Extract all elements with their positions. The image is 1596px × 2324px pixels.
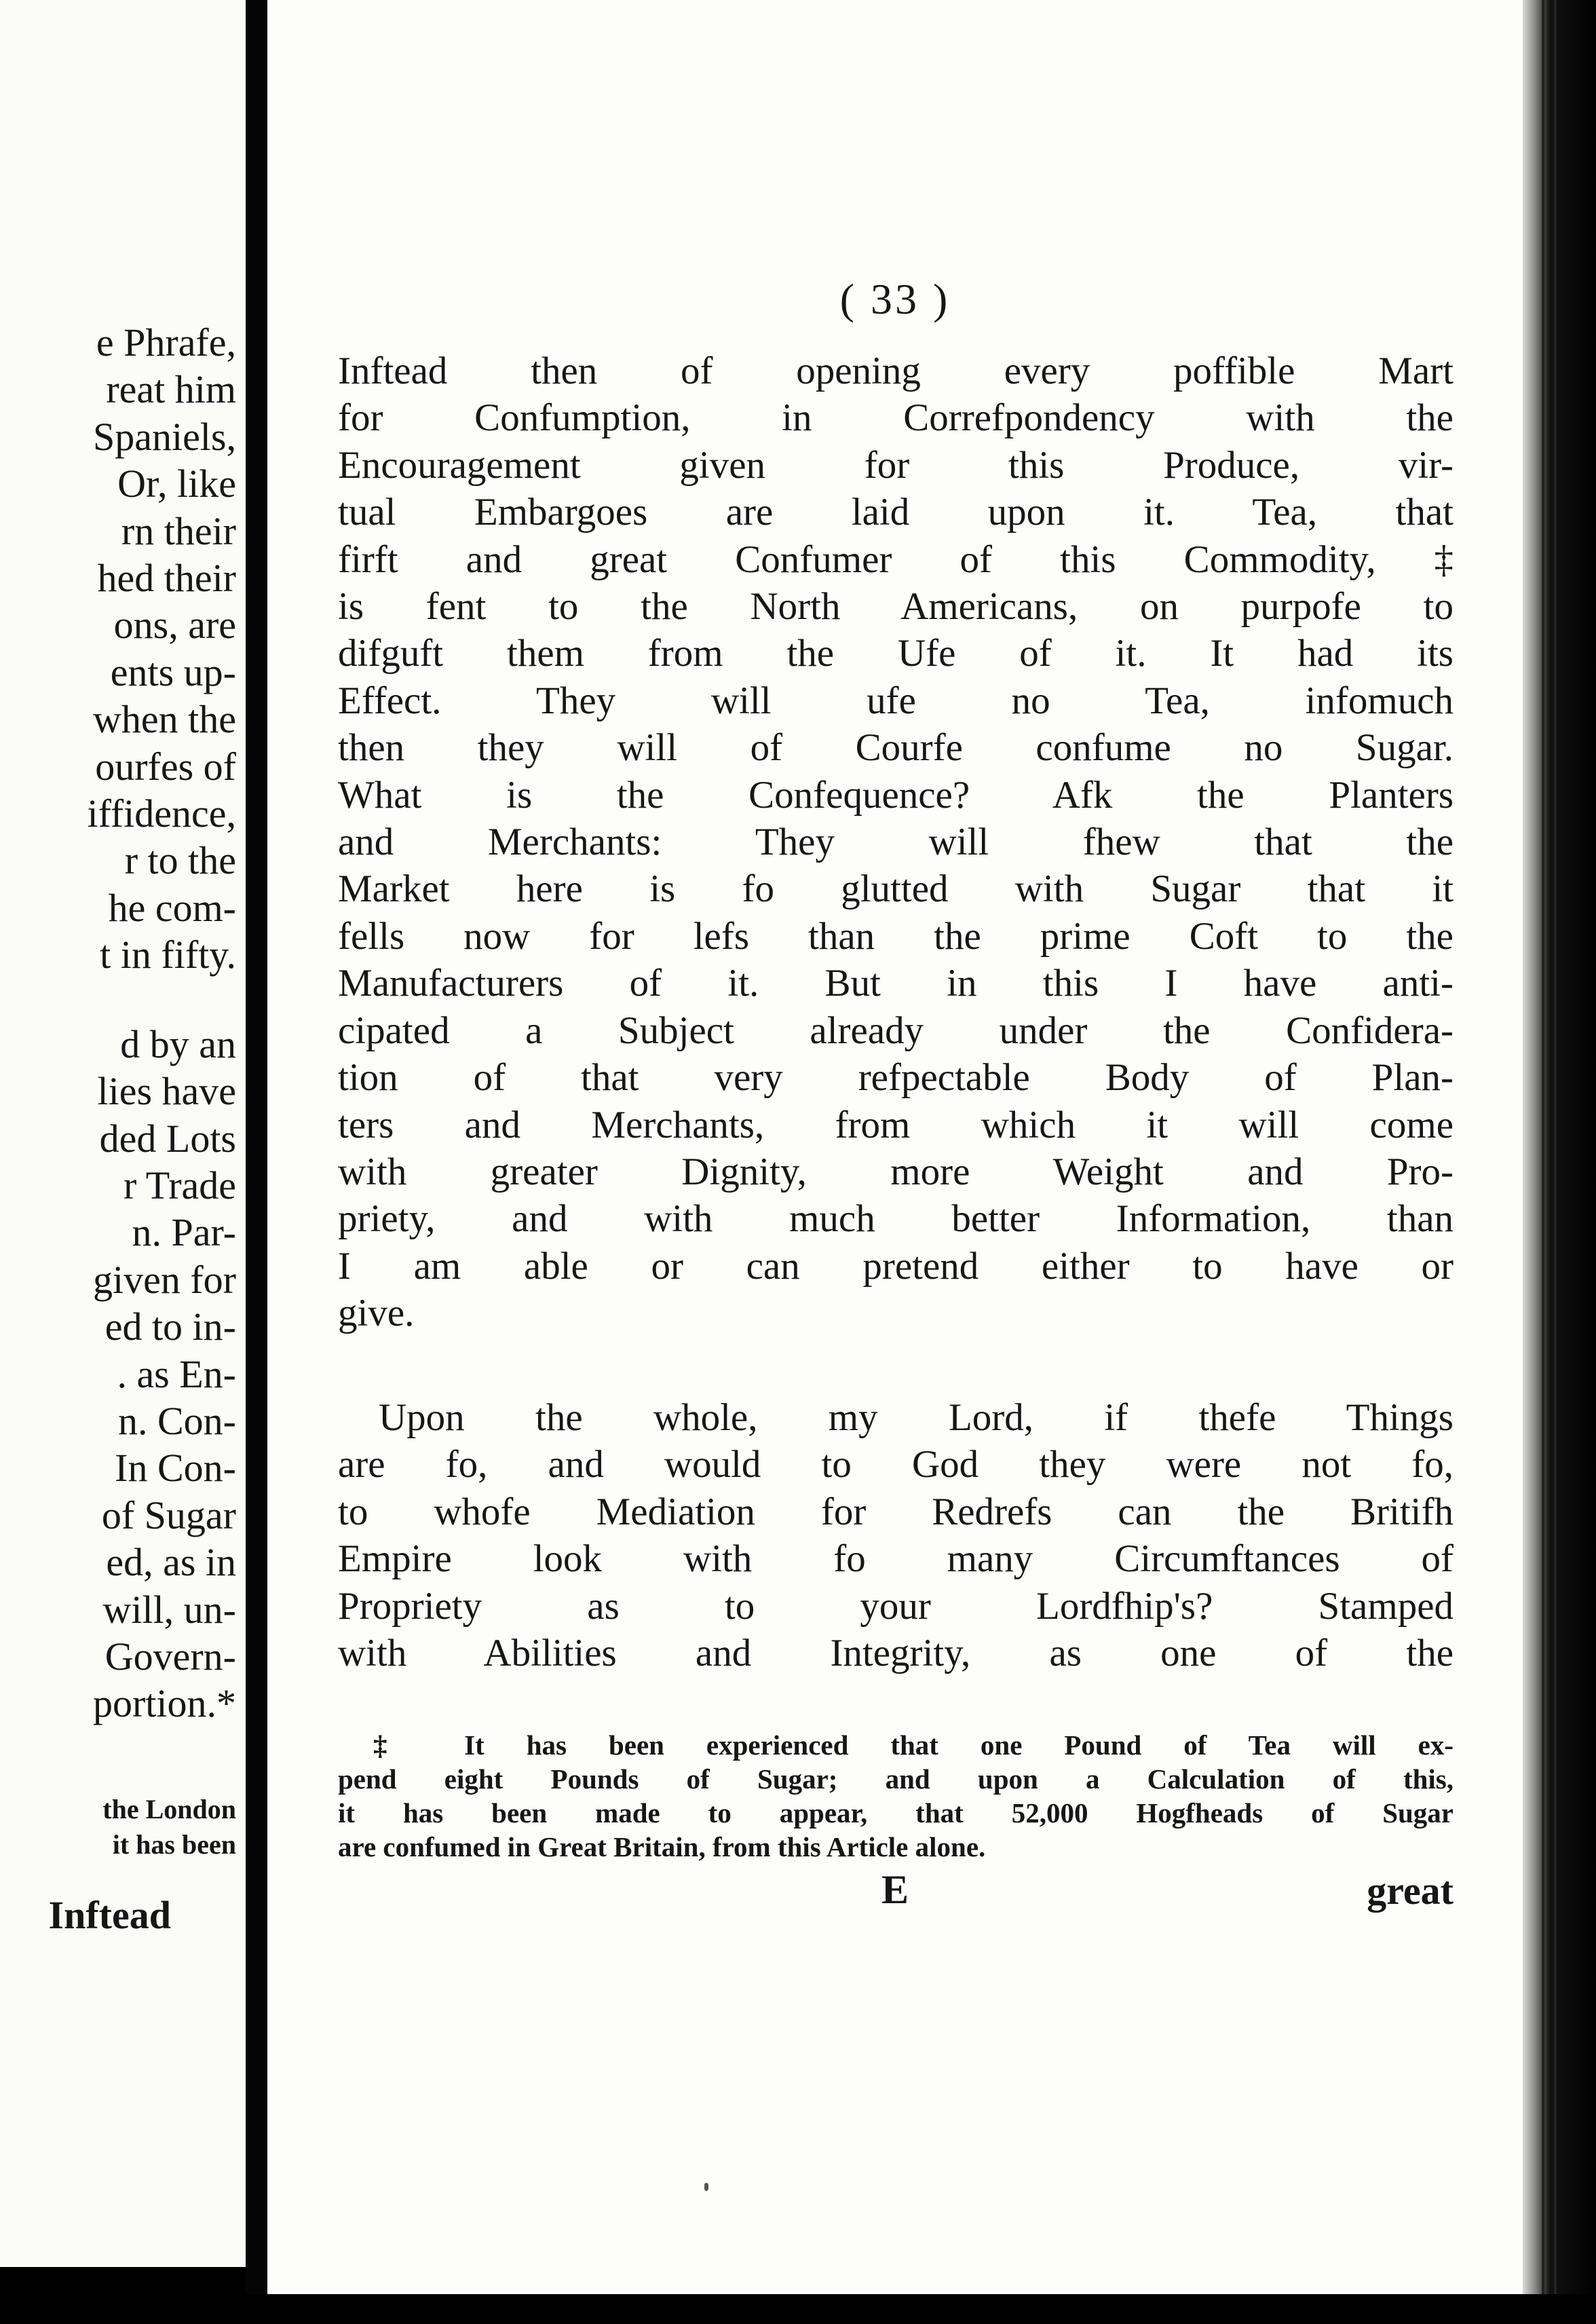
text-line: I am able or can pretend either to have or — [338, 1244, 1454, 1288]
text-line: Propriety as to your Lordfhip's? Stamped — [338, 1584, 1454, 1628]
text-line: to whofe Mediation for Redrefs can the Britifh — [338, 1490, 1454, 1533]
left-line: he com- — [108, 885, 236, 930]
left-line: of Sugar — [101, 1493, 236, 1537]
text-line: Empire look with fo many Circumftances of — [338, 1537, 1454, 1581]
ink-speck — [704, 2183, 708, 2191]
left-line: portion.* — [92, 1681, 236, 1726]
text-line: Encouragement given for this Produce, vir- — [338, 443, 1454, 487]
left-page-footnote — [102, 1792, 236, 1862]
left-note-line: it has been — [112, 1829, 236, 1860]
text-line: is fent to the North Americans, on purpofe to — [338, 585, 1454, 629]
footnote — [338, 1728, 1454, 1864]
text-line: for Confumption, in Correfpondency with the — [338, 396, 1454, 440]
left-line: n. Par- — [132, 1210, 236, 1255]
left-line: lies have — [97, 1069, 236, 1114]
left-line: t in fifty. — [100, 933, 236, 977]
left-line: In Con- — [115, 1446, 236, 1491]
book-gutter — [246, 0, 267, 2324]
text-line: with greater Dignity, more Weight and Pro- — [338, 1150, 1454, 1193]
main-page — [267, 0, 1523, 2294]
footnote-line: pend eight Pounds of Sugar; and upon a Calculation of this, — [338, 1763, 1454, 1795]
text-line: ters and Merchants, from which it will come — [338, 1103, 1454, 1146]
text-line: Effect. They will ufe no Tea, infomuch — [338, 679, 1454, 722]
text-line: Manufacturers of it. But in this I have anti- — [338, 962, 1454, 1005]
text-line: and Merchants: They will fhew that the — [338, 821, 1454, 864]
left-note-line: the London — [102, 1794, 236, 1824]
text-line: difguft them from the Ufe of it. It had its — [338, 632, 1454, 675]
text-line: cipated a Subject already under the Confidera- — [338, 1009, 1454, 1052]
text-line: What is the Confequence? Afk the Planters — [338, 773, 1454, 817]
edge-line — [1554, 0, 1557, 2324]
text-line: Market here is fo glutted with Sugar that it — [338, 867, 1454, 911]
left-line: r to the — [124, 838, 236, 883]
left-line: rn their — [121, 508, 236, 553]
left-line: n. Con- — [118, 1398, 236, 1443]
footnote-line: ‡ It has been experienced that one Pound of Tea will ex- — [373, 1729, 1454, 1761]
text-line: tual Embargoes are laid upon it. Tea, that — [338, 491, 1454, 534]
left-line: ents up- — [110, 650, 236, 694]
left-line: iffidence, — [87, 791, 236, 836]
scan-bottom-border — [0, 2294, 1596, 2324]
left-page-catchword: Inftead — [48, 1893, 171, 1937]
text-line: Inftead then of opening every poffible Mart — [338, 350, 1454, 392]
left-line: ded Lots — [99, 1116, 236, 1161]
left-line: ourfes of — [95, 744, 236, 789]
catchword: great — [1367, 1869, 1454, 1913]
left-line: ed, as in — [106, 1540, 236, 1585]
left-line: Govern- — [104, 1634, 236, 1679]
text-line: give. — [338, 1292, 415, 1335]
text-line: are fo, and would to God they were not fo, — [338, 1443, 1454, 1486]
left-facing-page — [0, 0, 246, 2267]
left-line: e Phrafe, — [96, 320, 236, 364]
text-line: fells now for lefs than the prime Coft to the — [338, 914, 1454, 958]
left-line: hed their — [97, 556, 236, 601]
paragraph-1 — [338, 348, 1454, 1337]
text-line: tion of that very refpectable Body of Plan- — [338, 1056, 1454, 1100]
left-line: Or, like — [117, 462, 236, 506]
text-line: priety, and with much better Information, than — [338, 1197, 1454, 1241]
paragraph-gap — [87, 979, 236, 1021]
text-line: Upon the whole, my Lord, if thefe Things — [379, 1396, 1454, 1439]
page-edge-shadow — [1523, 0, 1596, 2324]
left-line: when the — [93, 697, 236, 742]
footnote-line: it has been made to appear, that 52,000 Hogfheads of Sugar — [338, 1797, 1454, 1829]
text-line: with Abilities and Integrity, as one of the — [338, 1632, 1454, 1675]
text-line: then they will of Courfe confume no Sugar. — [338, 726, 1454, 770]
left-line: ons, are — [113, 603, 236, 648]
paragraph-2 — [338, 1394, 1454, 1676]
left-line: d by an — [120, 1022, 236, 1066]
left-line: r Trade — [124, 1163, 236, 1207]
footnote-line: are confumed in Great Britain, from this Article alone. — [338, 1831, 986, 1862]
text-line: firft and great Confumer of this Commodity,‡ — [338, 538, 1454, 581]
left-line: . as En- — [117, 1351, 236, 1396]
left-line: ed to in- — [104, 1305, 236, 1349]
page-number: ( 33 ) — [839, 275, 951, 323]
edge-line — [1542, 0, 1544, 2324]
left-line: reat him — [106, 367, 236, 412]
left-line: given for — [93, 1257, 236, 1302]
signature-mark: E — [881, 1867, 909, 1912]
left-line: will, un- — [102, 1587, 236, 1632]
left-page-text — [87, 319, 236, 1727]
left-line: Spaniels, — [92, 414, 236, 459]
